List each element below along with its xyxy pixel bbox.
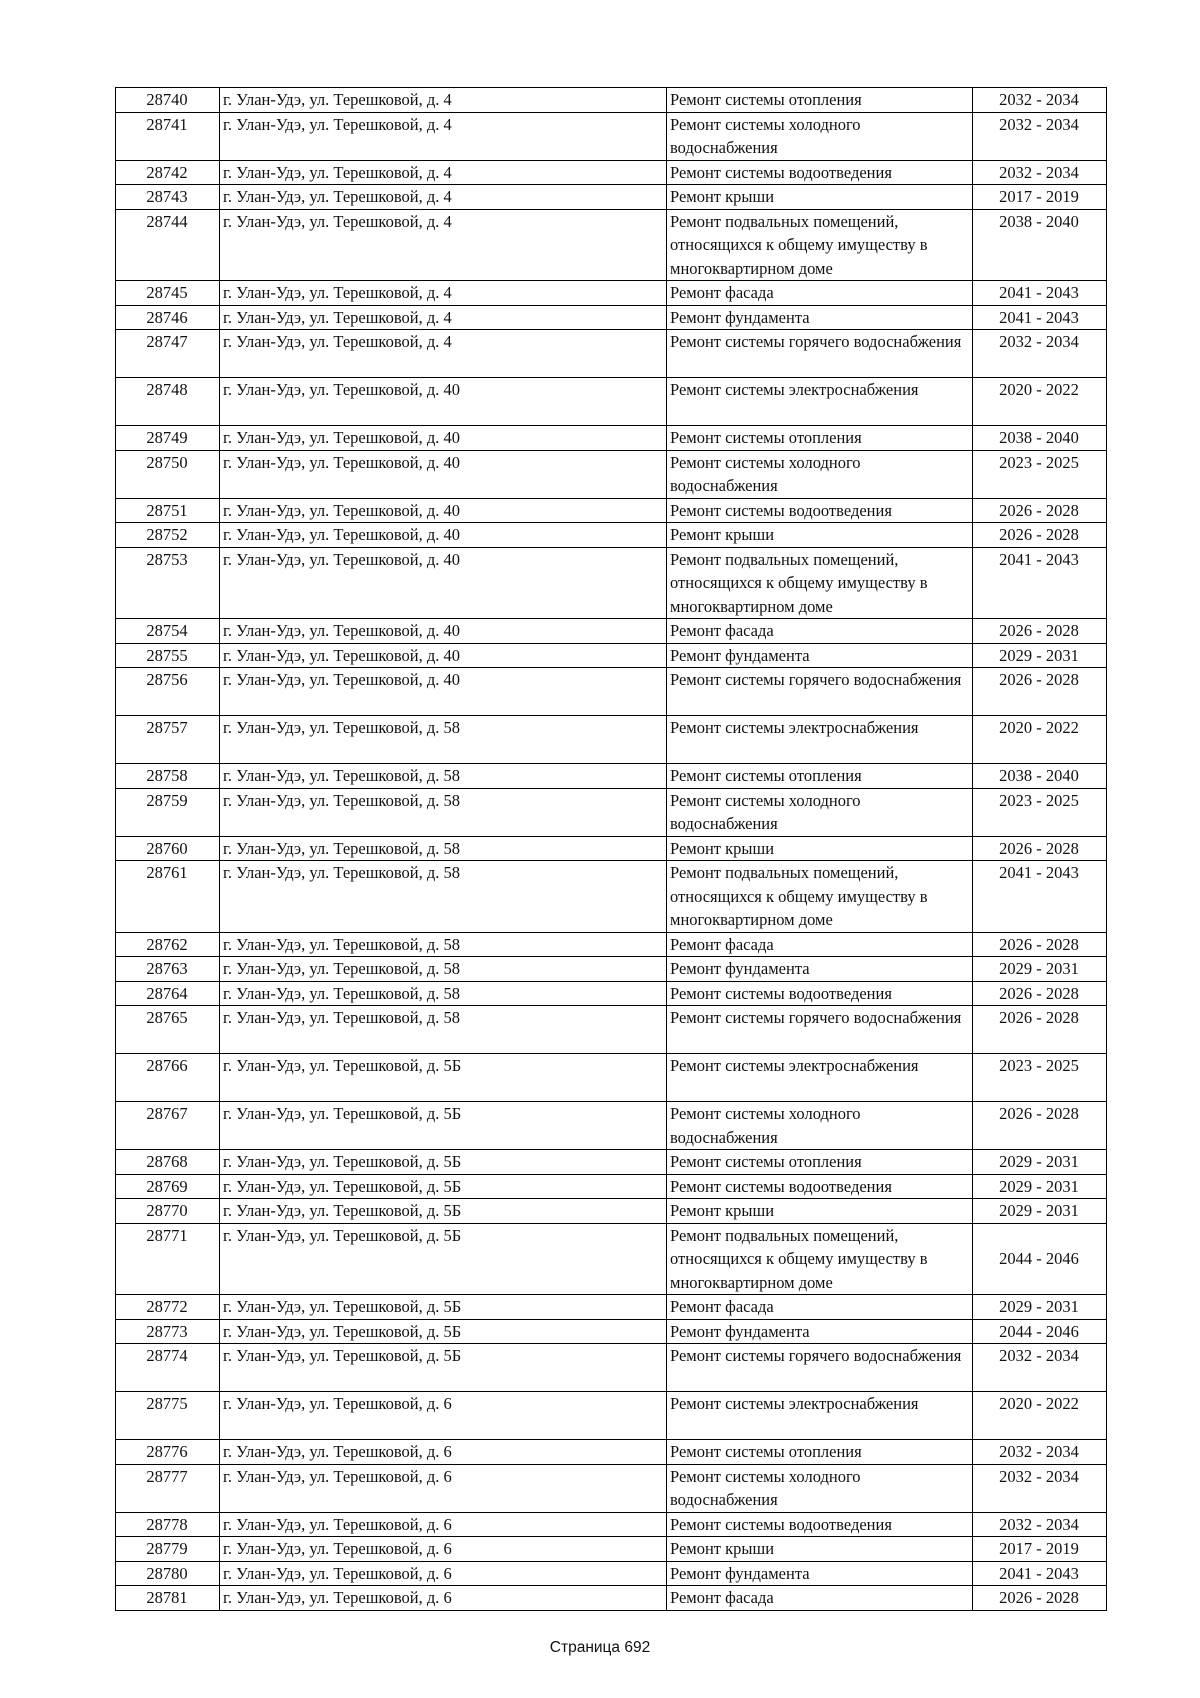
period-cell: 2032 - 2034 [973, 160, 1107, 185]
period-cell: 2026 - 2028 [973, 1006, 1107, 1054]
address-cell: г. Улан-Удэ, ул. Терешковой, д. 5Б [220, 1054, 667, 1102]
record-number-cell: 28750 [116, 450, 220, 498]
table-row [116, 1561, 1107, 1586]
address-cell: г. Улан-Удэ, ул. Терешковой, д. 40 [220, 643, 667, 668]
address-cell: г. Улан-Удэ, ул. Терешковой, д. 4 [220, 209, 667, 281]
work-type-cell: Ремонт фасада [667, 281, 973, 306]
table-row [116, 547, 1107, 619]
period-cell: 2020 - 2022 [973, 378, 1107, 426]
period-cell: 2041 - 2043 [973, 861, 1107, 933]
table-row [116, 1150, 1107, 1175]
period-cell: 2017 - 2019 [973, 1537, 1107, 1562]
address-cell: г. Улан-Удэ, ул. Терешковой, д. 58 [220, 716, 667, 764]
address-cell: г. Улан-Удэ, ул. Терешковой, д. 58 [220, 932, 667, 957]
address-cell: г. Улан-Удэ, ул. Терешковой, д. 6 [220, 1464, 667, 1512]
period-cell: 2038 - 2040 [973, 426, 1107, 451]
work-type-cell: Ремонт системы водоотведения [667, 981, 973, 1006]
period-cell: 2017 - 2019 [973, 185, 1107, 210]
address-cell: г. Улан-Удэ, ул. Терешковой, д. 40 [220, 668, 667, 716]
address-cell: г. Улан-Удэ, ул. Терешковой, д. 58 [220, 764, 667, 789]
work-type-cell: Ремонт системы водоотведения [667, 1174, 973, 1199]
work-type-cell: Ремонт фасада [667, 1295, 973, 1320]
table-row [116, 788, 1107, 836]
work-type-cell: Ремонт фасада [667, 1586, 973, 1611]
address-cell: г. Улан-Удэ, ул. Терешковой, д. 6 [220, 1512, 667, 1537]
record-number-cell: 28764 [116, 981, 220, 1006]
record-number-cell: 28749 [116, 426, 220, 451]
table-row [116, 1586, 1107, 1611]
record-number-cell: 28774 [116, 1344, 220, 1392]
work-type-cell: Ремонт системы горячего водоснабжения [667, 330, 973, 378]
period-cell: 2026 - 2028 [973, 668, 1107, 716]
period-cell: 2023 - 2025 [973, 1054, 1107, 1102]
table-row [116, 668, 1107, 716]
address-cell: г. Улан-Удэ, ул. Терешковой, д. 6 [220, 1537, 667, 1562]
work-type-cell: Ремонт подвальных помещений, относящихся к общему имуществу в многоквартирном доме [667, 209, 973, 281]
period-cell: 2029 - 2031 [973, 957, 1107, 982]
record-number-cell: 28741 [116, 112, 220, 160]
table-row [116, 1319, 1107, 1344]
record-number-cell: 28758 [116, 764, 220, 789]
period-cell: 2029 - 2031 [973, 1150, 1107, 1175]
period-cell: 2026 - 2028 [973, 619, 1107, 644]
work-type-cell: Ремонт системы холодного водоснабжения [667, 1464, 973, 1512]
record-number-cell: 28766 [116, 1054, 220, 1102]
document-page [115, 87, 1106, 1611]
work-type-cell: Ремонт системы горячего водоснабжения [667, 1006, 973, 1054]
table-row [116, 1512, 1107, 1537]
table-row [116, 1102, 1107, 1150]
work-type-cell: Ремонт системы электроснабжения [667, 378, 973, 426]
record-number-cell: 28748 [116, 378, 220, 426]
table-row [116, 716, 1107, 764]
period-cell: 2023 - 2025 [973, 788, 1107, 836]
table-body [116, 88, 1107, 1611]
work-type-cell: Ремонт фасада [667, 932, 973, 957]
record-number-cell: 28763 [116, 957, 220, 982]
record-number-cell: 28776 [116, 1440, 220, 1465]
address-cell: г. Улан-Удэ, ул. Терешковой, д. 6 [220, 1392, 667, 1440]
work-type-cell: Ремонт фундамента [667, 305, 973, 330]
period-cell: 2029 - 2031 [973, 1199, 1107, 1224]
record-number-cell: 28773 [116, 1319, 220, 1344]
table-row [116, 160, 1107, 185]
table-row [116, 112, 1107, 160]
work-type-cell: Ремонт подвальных помещений, относящихся к общему имуществу в многоквартирном доме [667, 1223, 973, 1295]
period-cell: 2032 - 2034 [973, 112, 1107, 160]
table-row [116, 378, 1107, 426]
period-cell: 2029 - 2031 [973, 643, 1107, 668]
work-type-cell: Ремонт системы отопления [667, 426, 973, 451]
address-cell: г. Улан-Удэ, ул. Терешковой, д. 6 [220, 1561, 667, 1586]
period-cell: 2041 - 2043 [973, 305, 1107, 330]
record-number-cell: 28757 [116, 716, 220, 764]
work-type-cell: Ремонт системы электроснабжения [667, 1054, 973, 1102]
record-number-cell: 28767 [116, 1102, 220, 1150]
record-number-cell: 28752 [116, 523, 220, 548]
record-number-cell: 28781 [116, 1586, 220, 1611]
table-row [116, 305, 1107, 330]
table-row [116, 426, 1107, 451]
period-cell: 2032 - 2034 [973, 1440, 1107, 1465]
table-row [116, 1295, 1107, 1320]
record-number-cell: 28746 [116, 305, 220, 330]
address-cell: г. Улан-Удэ, ул. Терешковой, д. 40 [220, 450, 667, 498]
address-cell: г. Улан-Удэ, ул. Терешковой, д. 58 [220, 788, 667, 836]
table-row [116, 88, 1107, 113]
record-number-cell: 28742 [116, 160, 220, 185]
record-number-cell: 28755 [116, 643, 220, 668]
period-cell: 2020 - 2022 [973, 1392, 1107, 1440]
table-row [116, 861, 1107, 933]
page-number: Страница 692 [549, 1639, 651, 1656]
record-number-cell: 28756 [116, 668, 220, 716]
period-cell: 2041 - 2043 [973, 281, 1107, 306]
work-type-cell: Ремонт фундамента [667, 957, 973, 982]
record-number-cell: 28777 [116, 1464, 220, 1512]
work-type-cell: Ремонт крыши [667, 1537, 973, 1562]
address-cell: г. Улан-Удэ, ул. Терешковой, д. 40 [220, 619, 667, 644]
work-type-cell: Ремонт системы горячего водоснабжения [667, 668, 973, 716]
table-row [116, 498, 1107, 523]
table-row [116, 619, 1107, 644]
address-cell: г. Улан-Удэ, ул. Терешковой, д. 4 [220, 88, 667, 113]
record-number-cell: 28761 [116, 861, 220, 933]
period-cell: 2026 - 2028 [973, 523, 1107, 548]
period-cell: 2023 - 2025 [973, 450, 1107, 498]
work-type-cell: Ремонт системы водоотведения [667, 160, 973, 185]
table-row [116, 450, 1107, 498]
address-cell: г. Улан-Удэ, ул. Терешковой, д. 6 [220, 1440, 667, 1465]
work-type-cell: Ремонт системы отопления [667, 764, 973, 789]
table-row [116, 643, 1107, 668]
record-number-cell: 28753 [116, 547, 220, 619]
period-cell: 2032 - 2034 [973, 1344, 1107, 1392]
address-cell: г. Улан-Удэ, ул. Терешковой, д. 58 [220, 836, 667, 861]
table-row [116, 1537, 1107, 1562]
table-row [116, 932, 1107, 957]
address-cell: г. Улан-Удэ, ул. Терешковой, д. 5Б [220, 1319, 667, 1344]
record-number-cell: 28779 [116, 1537, 220, 1562]
address-cell: г. Улан-Удэ, ул. Терешковой, д. 58 [220, 1006, 667, 1054]
address-cell: г. Улан-Удэ, ул. Терешковой, д. 5Б [220, 1295, 667, 1320]
address-cell: г. Улан-Удэ, ул. Терешковой, д. 58 [220, 957, 667, 982]
period-cell: 2029 - 2031 [973, 1295, 1107, 1320]
work-type-cell: Ремонт крыши [667, 1199, 973, 1224]
table-row [116, 957, 1107, 982]
period-cell: 2032 - 2034 [973, 88, 1107, 113]
work-type-cell: Ремонт фундамента [667, 643, 973, 668]
record-number-cell: 28780 [116, 1561, 220, 1586]
record-number-cell: 28768 [116, 1150, 220, 1175]
work-type-cell: Ремонт подвальных помещений, относящихся к общему имуществу в многоквартирном доме [667, 861, 973, 933]
work-type-cell: Ремонт системы отопления [667, 1150, 973, 1175]
table-row [116, 764, 1107, 789]
work-type-cell: Ремонт системы водоотведения [667, 498, 973, 523]
record-number-cell: 28751 [116, 498, 220, 523]
work-type-cell: Ремонт системы холодного водоснабжения [667, 1102, 973, 1150]
period-cell: 2041 - 2043 [973, 1561, 1107, 1586]
period-cell: 2026 - 2028 [973, 1102, 1107, 1150]
period-cell: 2038 - 2040 [973, 764, 1107, 789]
address-cell: г. Улан-Удэ, ул. Терешковой, д. 4 [220, 160, 667, 185]
work-type-cell: Ремонт системы холодного водоснабжения [667, 112, 973, 160]
table-row [116, 523, 1107, 548]
period-cell: 2044 - 2046 [973, 1319, 1107, 1344]
address-cell: г. Улан-Удэ, ул. Терешковой, д. 5Б [220, 1174, 667, 1199]
address-cell: г. Улан-Удэ, ул. Терешковой, д. 58 [220, 981, 667, 1006]
address-cell: г. Улан-Удэ, ул. Терешковой, д. 5Б [220, 1199, 667, 1224]
table-row [116, 209, 1107, 281]
address-cell: г. Улан-Удэ, ул. Терешковой, д. 58 [220, 861, 667, 933]
work-type-cell: Ремонт системы водоотведения [667, 1512, 973, 1537]
work-type-cell: Ремонт фундамента [667, 1561, 973, 1586]
period-cell: 2026 - 2028 [973, 1586, 1107, 1611]
record-number-cell: 28760 [116, 836, 220, 861]
work-type-cell: Ремонт крыши [667, 185, 973, 210]
table-row [116, 1223, 1107, 1295]
period-cell: 2032 - 2034 [973, 1464, 1107, 1512]
work-type-cell: Ремонт системы электроснабжения [667, 716, 973, 764]
period-cell: 2020 - 2022 [973, 716, 1107, 764]
record-number-cell: 28765 [116, 1006, 220, 1054]
address-cell: г. Улан-Удэ, ул. Терешковой, д. 4 [220, 330, 667, 378]
table-row [116, 185, 1107, 210]
period-cell: 2026 - 2028 [973, 981, 1107, 1006]
table-row [116, 981, 1107, 1006]
record-number-cell: 28744 [116, 209, 220, 281]
record-number-cell: 28747 [116, 330, 220, 378]
period-cell: 2029 - 2031 [973, 1174, 1107, 1199]
address-cell: г. Улан-Удэ, ул. Терешковой, д. 40 [220, 547, 667, 619]
table-row [116, 1464, 1107, 1512]
address-cell: г. Улан-Удэ, ул. Терешковой, д. 4 [220, 305, 667, 330]
work-type-cell: Ремонт системы холодного водоснабжения [667, 450, 973, 498]
record-number-cell: 28775 [116, 1392, 220, 1440]
address-cell: г. Улан-Удэ, ул. Терешковой, д. 5Б [220, 1150, 667, 1175]
table-row [116, 1344, 1107, 1392]
record-number-cell: 28762 [116, 932, 220, 957]
period-cell: 2026 - 2028 [973, 836, 1107, 861]
work-type-cell: Ремонт системы отопления [667, 1440, 973, 1465]
period-cell: 2032 - 2034 [973, 1512, 1107, 1537]
record-number-cell: 28759 [116, 788, 220, 836]
address-cell: г. Улан-Удэ, ул. Терешковой, д. 40 [220, 378, 667, 426]
work-type-cell: Ремонт системы горячего водоснабжения [667, 1344, 973, 1392]
work-type-cell: Ремонт фундамента [667, 1319, 973, 1344]
work-type-cell: Ремонт системы отопления [667, 88, 973, 113]
address-cell: г. Улан-Удэ, ул. Терешковой, д. 4 [220, 112, 667, 160]
table-row [116, 836, 1107, 861]
period-cell: 2044 - 2046 [973, 1223, 1107, 1295]
work-type-cell: Ремонт подвальных помещений, относящихся к общему имуществу в многоквартирном доме [667, 547, 973, 619]
table-row [116, 330, 1107, 378]
record-number-cell: 28771 [116, 1223, 220, 1295]
period-cell: 2041 - 2043 [973, 547, 1107, 619]
address-cell: г. Улан-Удэ, ул. Терешковой, д. 40 [220, 426, 667, 451]
table-row [116, 1199, 1107, 1224]
work-type-cell: Ремонт системы электроснабжения [667, 1392, 973, 1440]
address-cell: г. Улан-Удэ, ул. Терешковой, д. 4 [220, 281, 667, 306]
work-type-cell: Ремонт системы холодного водоснабжения [667, 788, 973, 836]
table-row [116, 1174, 1107, 1199]
work-type-cell: Ремонт фасада [667, 619, 973, 644]
address-cell: г. Улан-Удэ, ул. Терешковой, д. 5Б [220, 1223, 667, 1295]
period-cell: 2026 - 2028 [973, 932, 1107, 957]
record-number-cell: 28745 [116, 281, 220, 306]
work-type-cell: Ремонт крыши [667, 523, 973, 548]
period-cell: 2038 - 2040 [973, 209, 1107, 281]
record-number-cell: 28743 [116, 185, 220, 210]
address-cell: г. Улан-Удэ, ул. Терешковой, д. 4 [220, 185, 667, 210]
repair-schedule-table [115, 87, 1107, 1611]
address-cell: г. Улан-Удэ, ул. Терешковой, д. 5Б [220, 1102, 667, 1150]
address-cell: г. Улан-Удэ, ул. Терешковой, д. 5Б [220, 1344, 667, 1392]
record-number-cell: 28769 [116, 1174, 220, 1199]
address-cell: г. Улан-Удэ, ул. Терешковой, д. 40 [220, 523, 667, 548]
record-number-cell: 28740 [116, 88, 220, 113]
record-number-cell: 28772 [116, 1295, 220, 1320]
record-number-cell: 28778 [116, 1512, 220, 1537]
table-row [116, 1392, 1107, 1440]
table-row [116, 1006, 1107, 1054]
address-cell: г. Улан-Удэ, ул. Терешковой, д. 6 [220, 1586, 667, 1611]
table-row [116, 1440, 1107, 1465]
work-type-cell: Ремонт крыши [667, 836, 973, 861]
record-number-cell: 28754 [116, 619, 220, 644]
table-row [116, 281, 1107, 306]
period-cell: 2026 - 2028 [973, 498, 1107, 523]
record-number-cell: 28770 [116, 1199, 220, 1224]
table-row [116, 1054, 1107, 1102]
address-cell: г. Улан-Удэ, ул. Терешковой, д. 40 [220, 498, 667, 523]
period-cell: 2032 - 2034 [973, 330, 1107, 378]
